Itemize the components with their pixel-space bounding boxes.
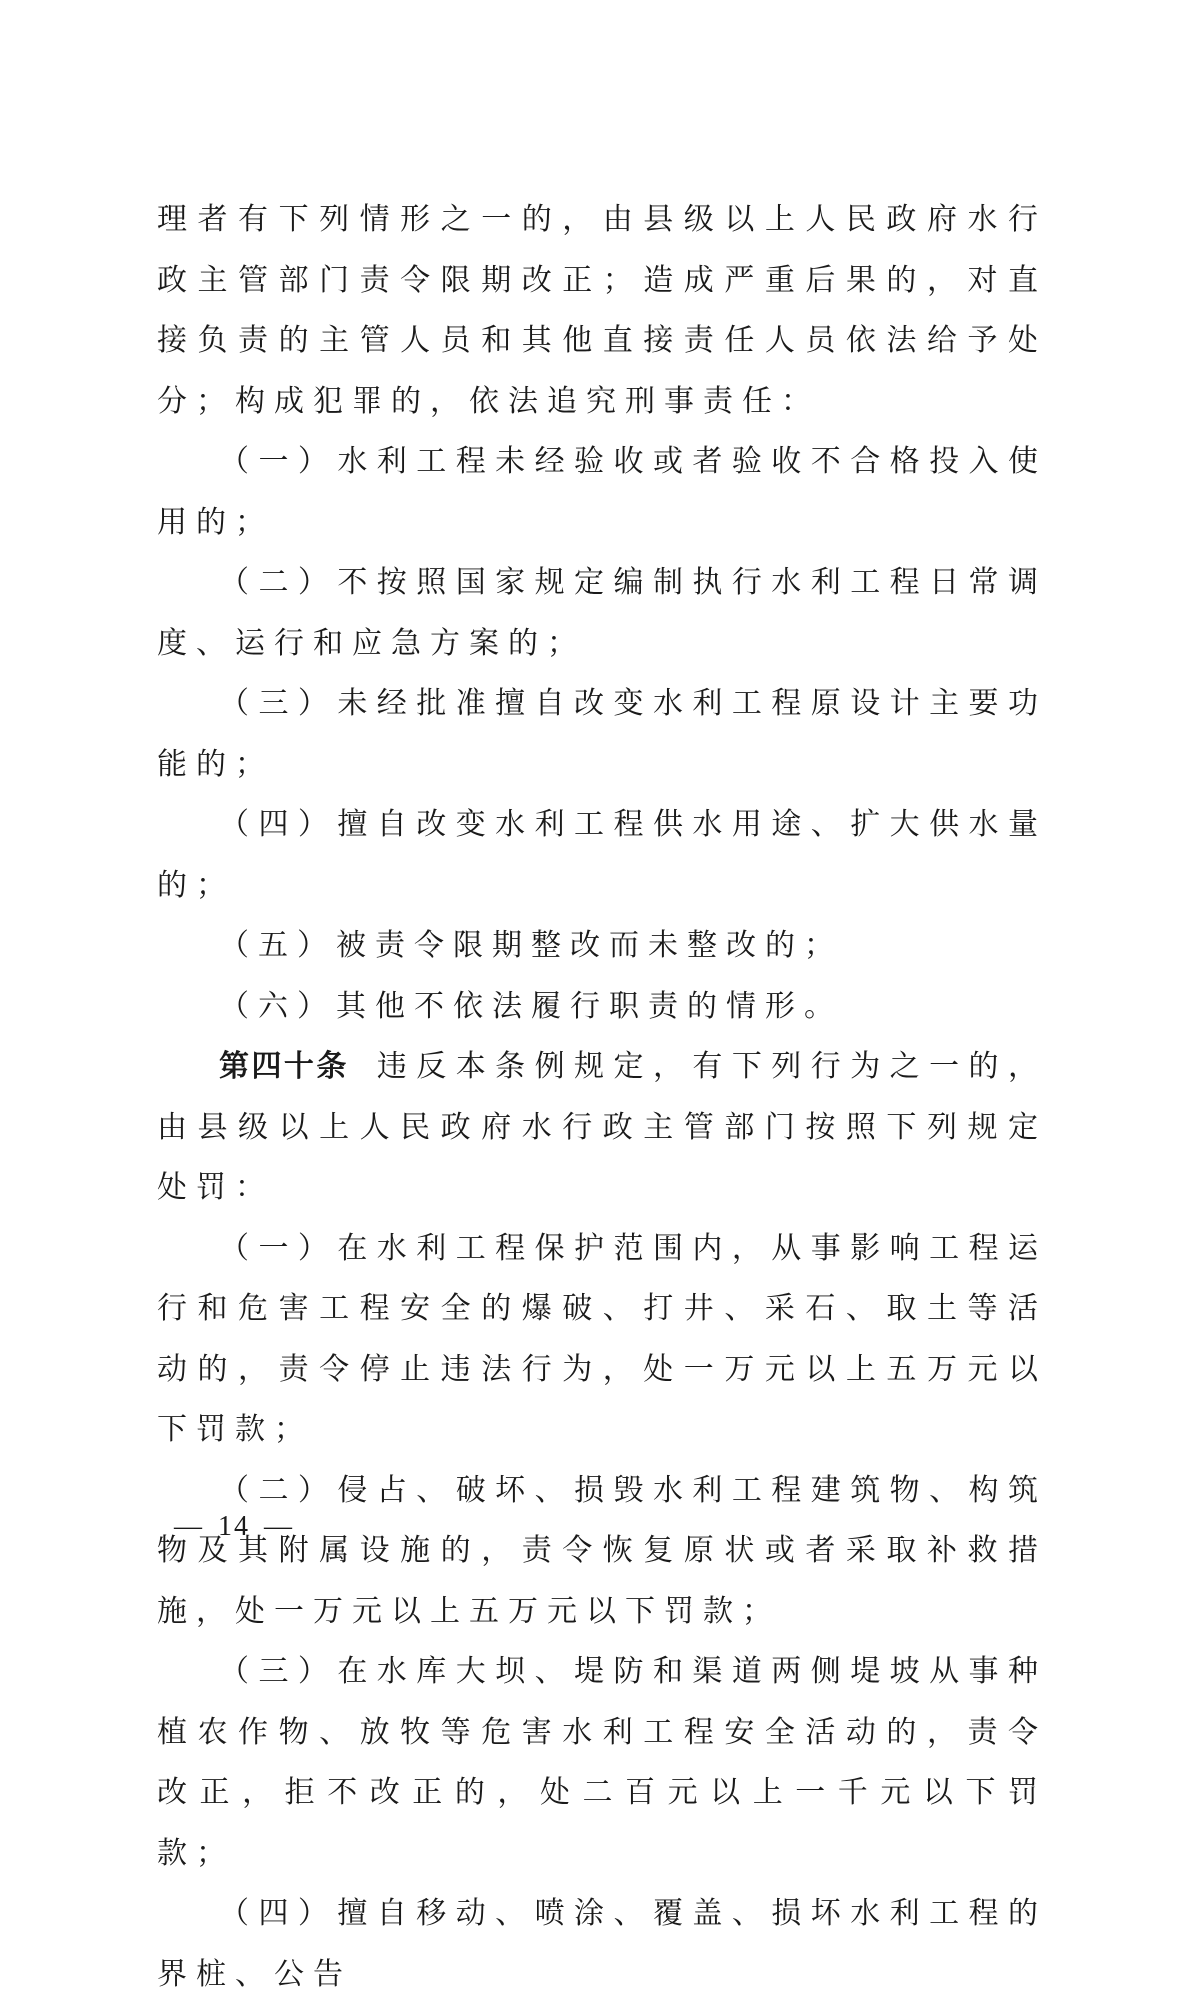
article-40-text: 违反本条例规定，有下列行为之一的，由县级以上人民政府水行政主管部门按照下列规定处罚： bbox=[157, 1049, 1048, 1205]
footer-dash-left: — bbox=[174, 1511, 204, 1542]
article-40-item-2: （二）侵占、破坏、损毁水利工程建筑物、构筑物及其附属设施的，责令恢复原状或者采取补救措施，处一万元以上五万元以下罚款； bbox=[157, 1472, 1047, 1629]
article-40 bbox=[157, 1037, 1047, 1219]
page-number: 14 bbox=[218, 1511, 250, 1542]
article-40-item-1: （一）在水利工程保护范围内，从事影响工程运行和危害工程安全的爆破、打井、采石、取土等活动的，责令停止违法行为，处一万元以上五万元以下罚款； bbox=[157, 1230, 1047, 1447]
page-footer bbox=[160, 1511, 308, 1543]
list-item-6: （六）其他不依法履行职责的情形。 bbox=[219, 988, 843, 1024]
article-40-title: 第四十条 bbox=[219, 1049, 349, 1084]
list-item-4: （四）擅自改变水利工程供水用途、扩大供水量的； bbox=[157, 807, 1047, 903]
document-body bbox=[157, 190, 1047, 2005]
footer-dash-right: — bbox=[264, 1511, 294, 1542]
list-item-1: （一）水利工程未经验收或者验收不合格投入使用的； bbox=[157, 444, 1047, 540]
article-40-item-3: （三）在水库大坝、堤防和渠道两侧堤坡从事种植农作物、放牧等危害水利工程安全活动的，责令改正，拒不改正的，处二百元以上一千元以下罚款； bbox=[157, 1654, 1047, 1871]
list-item-3: （三）未经批准擅自改变水利工程原设计主要功能的； bbox=[157, 686, 1047, 782]
list-item-5: （五）被责令限期整改而未整改的； bbox=[219, 928, 843, 963]
article-40-item-4: （四）擅自移动、喷涂、覆盖、损坏水利工程的界桩、公告 bbox=[157, 1896, 1047, 1992]
paragraph-intro: 理者有下列情形之一的，由县级以上人民政府水行政主管部门责令限期改正；造成严重后果的，对直接负责的主管人员和其他直接责任人员依法给予处分；构成犯罪的，依法追究刑事责任： bbox=[157, 202, 1047, 419]
list-item-2: （二）不按照国家规定编制执行水利工程日常调度、运行和应急方案的； bbox=[157, 565, 1047, 661]
